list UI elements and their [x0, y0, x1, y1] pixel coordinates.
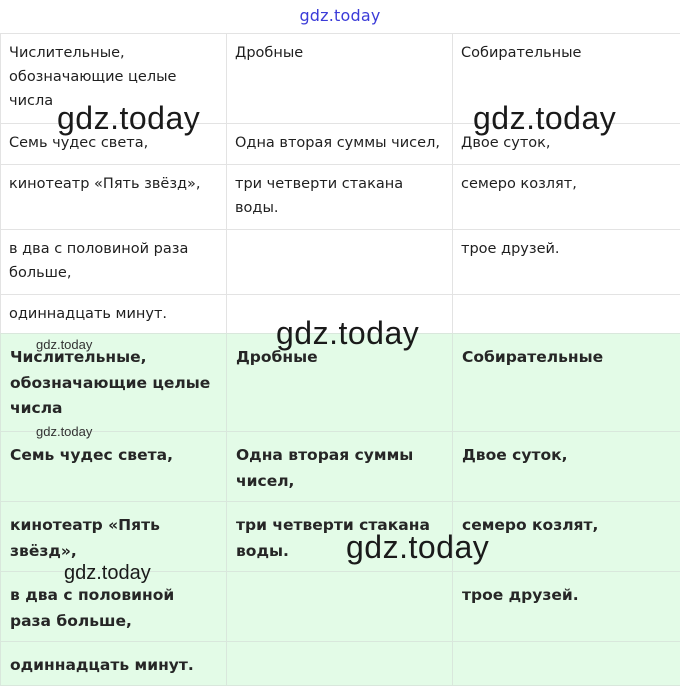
table-row: [1, 642, 680, 686]
table-cell: Дробные: [227, 34, 453, 124]
watermark: gdz.today: [276, 315, 419, 352]
table-row: [1, 34, 680, 124]
table-cell: [227, 230, 453, 295]
table-cell: [227, 572, 453, 642]
table-cell: Собирательные: [453, 334, 680, 432]
table-cell: [453, 295, 680, 334]
table-cell: в два с половиной раза больше,: [1, 230, 227, 295]
table-row: [1, 334, 680, 432]
table-cell: одиннадцать минут.: [1, 642, 227, 686]
table-row: [1, 502, 680, 572]
table-cell: Собирательные: [453, 34, 680, 124]
table-cell: Двое суток,: [453, 124, 680, 165]
table-row: [1, 432, 680, 502]
table-cell: трое друзей.: [453, 230, 680, 295]
watermark: gdz.today: [36, 424, 92, 439]
table-cell: [227, 295, 453, 334]
table-cell: Числительные, обозначающие целые числа: [1, 34, 227, 124]
table-cell: [227, 642, 453, 686]
table-row: [1, 124, 680, 165]
table-cell: одиннадцать минут.: [1, 295, 227, 334]
table-row: [1, 165, 680, 230]
table-cell: Одна вторая суммы чисел,: [227, 432, 453, 502]
table-cell: Одна вторая суммы чисел,: [227, 124, 453, 165]
table-row: [1, 295, 680, 334]
numerals-table-2: [0, 333, 680, 686]
table-cell: [453, 642, 680, 686]
numerals-table-1: [0, 33, 680, 334]
table-cell: семеро козлят,: [453, 165, 680, 230]
table-cell: три четверти стакана воды.: [227, 165, 453, 230]
table-cell: Дробные: [227, 334, 453, 432]
table-cell: семеро козлят,: [453, 502, 680, 572]
table-cell: трое друзей.: [453, 572, 680, 642]
table-cell: Двое суток,: [453, 432, 680, 502]
header-watermark: gdz.today: [0, 0, 680, 30]
watermark: gdz.today: [64, 562, 151, 585]
table-cell: Семь чудес света,: [1, 124, 227, 165]
table-row: [1, 572, 680, 642]
table-cell: Числительные, обозначающие целые числа: [1, 334, 227, 432]
table-cell: кинотеатр «Пять звёзд»,: [1, 165, 227, 230]
watermark: gdz.today: [473, 100, 616, 137]
table-row: [1, 230, 680, 295]
watermark: gdz.today: [346, 529, 489, 566]
table-cell: Семь чудес света,: [1, 432, 227, 502]
watermark: gdz.today: [57, 100, 200, 137]
table-cell: в два с половиной раза больше,: [1, 572, 227, 642]
table-cell: кинотеатр «Пять звёзд»,: [1, 502, 227, 572]
table-cell: три четверти стакана воды.: [227, 502, 453, 572]
watermark: gdz.today: [36, 337, 92, 352]
